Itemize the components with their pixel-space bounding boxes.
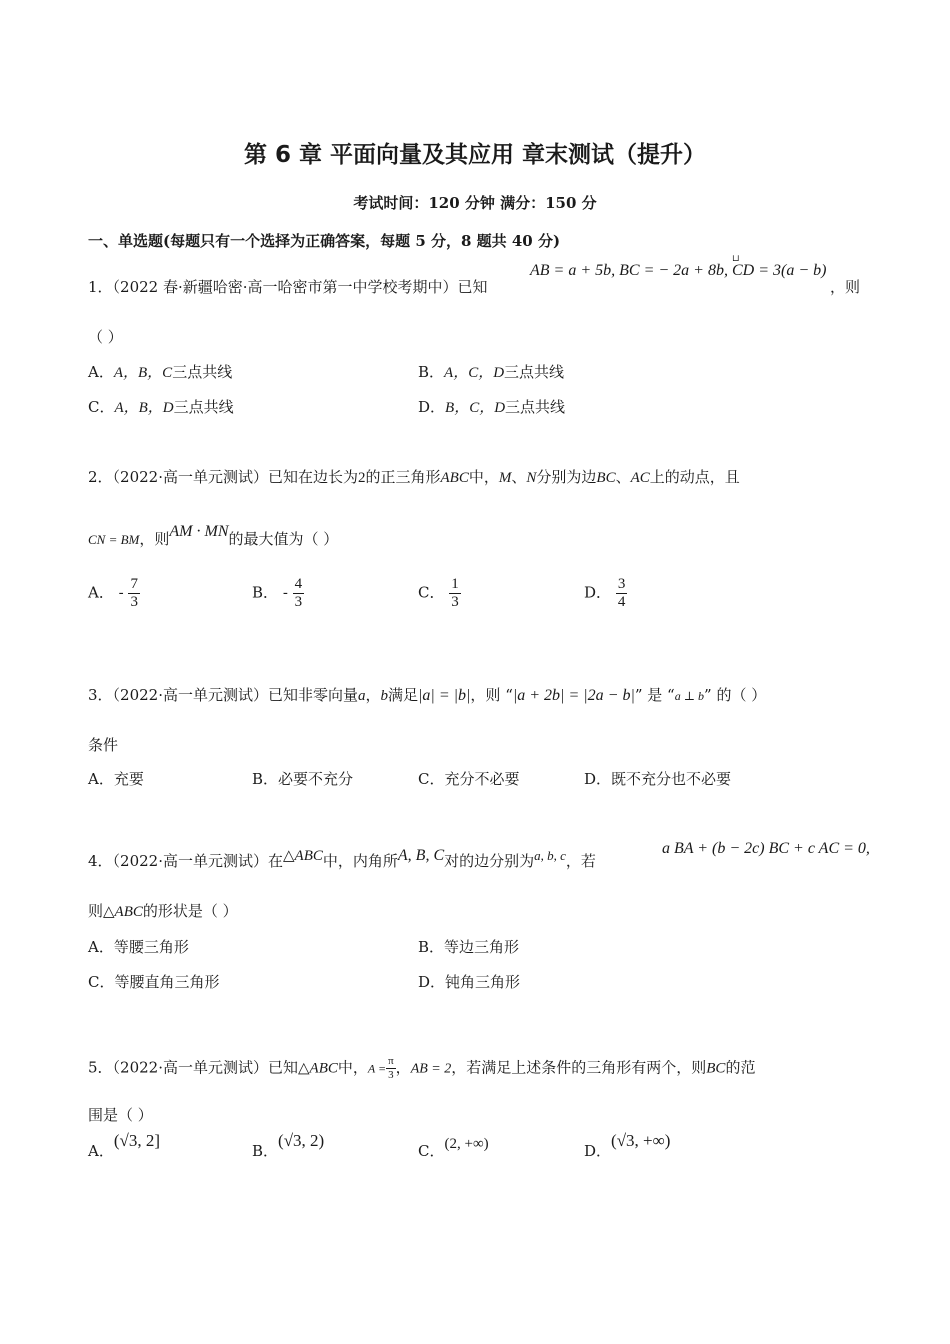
q4-option-c[interactable] bbox=[88, 971, 220, 992]
q4-option-d[interactable] bbox=[418, 971, 520, 992]
q2-text: 中， bbox=[468, 468, 499, 486]
q2-side-ac: AC bbox=[630, 470, 650, 486]
option-text: 充要 bbox=[113, 770, 144, 788]
page-title: 第 6 章 平面向量及其应用 章末测试（提升） bbox=[243, 142, 707, 168]
q5-option-b[interactable] bbox=[252, 1131, 325, 1161]
option-label: B． bbox=[252, 770, 279, 788]
option-text: 等腰直角三角形 bbox=[114, 973, 220, 991]
option-sign: - bbox=[282, 583, 288, 602]
option-fraction bbox=[616, 576, 628, 611]
q3-condition: |a| = |b| bbox=[418, 687, 471, 704]
q3-option-a[interactable] bbox=[88, 768, 144, 789]
q5-text: 的范 bbox=[725, 1058, 756, 1077]
option-label: C． bbox=[418, 1142, 445, 1160]
q2-option-d[interactable] bbox=[584, 576, 627, 611]
option-label: B． bbox=[252, 583, 279, 602]
q3-text: 3．（2022·高一单元测试）已知非零向量 bbox=[88, 686, 358, 704]
q3-text: ” 是 “ bbox=[634, 686, 675, 704]
denominator: 3 bbox=[451, 594, 459, 610]
q1-answer-paren: （ ） bbox=[88, 328, 123, 346]
option-fraction bbox=[128, 576, 140, 611]
q4-triangle: △ABC bbox=[283, 848, 323, 864]
q4-text: 4．（2022·高一单元测试）在 bbox=[88, 852, 283, 870]
q3-text: 满足 bbox=[388, 686, 419, 704]
option-label: C． bbox=[418, 770, 445, 788]
option-text: 等边三角形 bbox=[444, 938, 520, 956]
option-text: 三点共线 bbox=[505, 398, 566, 416]
option-text: 充分不必要 bbox=[444, 770, 520, 788]
q3-text: ，则 “ bbox=[470, 686, 513, 704]
option-interval: (2, +∞) bbox=[444, 1136, 489, 1152]
q2-option-c[interactable] bbox=[418, 576, 461, 611]
q5-option-d[interactable] bbox=[584, 1131, 671, 1161]
q4-angles: A, B, C bbox=[397, 847, 445, 864]
q2-side-bc: BC bbox=[596, 470, 616, 486]
option-points: A，B，D bbox=[114, 400, 174, 416]
section-heading: 一、单选题(每题只有一个选择为正确答案，每题 5 分，8 题共 40 分) bbox=[88, 232, 561, 250]
option-fraction bbox=[449, 576, 461, 611]
q3-option-c[interactable] bbox=[418, 768, 520, 789]
q1-vector-conditions: AB = a + 5b, BC = − 2a + 8b, CD = 3(a − b) bbox=[530, 262, 827, 279]
q4-option-b[interactable] bbox=[418, 936, 519, 957]
q2-text: 分别为边 bbox=[536, 468, 597, 486]
numerator: 1 bbox=[451, 576, 459, 592]
q4-text: 则 bbox=[88, 902, 104, 920]
denominator: 3 bbox=[130, 594, 138, 610]
q4-text: ，若 bbox=[565, 852, 596, 870]
q2-stem-line2 bbox=[88, 523, 339, 549]
q1-option-d[interactable] bbox=[418, 396, 565, 417]
option-text: 三点共线 bbox=[173, 398, 234, 416]
q2-text: 上的动点，且 bbox=[649, 468, 740, 486]
option-interval: (√3, +∞) bbox=[611, 1131, 671, 1150]
option-label: D． bbox=[418, 398, 446, 416]
q1-stem-end: ，则 bbox=[830, 278, 861, 296]
option-text: 三点共线 bbox=[172, 363, 233, 381]
q2-separator: 、 bbox=[511, 468, 527, 486]
q5-stem-line2: 围是（ ） bbox=[88, 1106, 153, 1124]
option-text: 必要不充分 bbox=[278, 770, 354, 788]
option-points: B，C，D bbox=[445, 400, 506, 416]
numerator: 7 bbox=[130, 576, 138, 592]
q4-option-a[interactable] bbox=[88, 936, 189, 957]
q5-option-c[interactable] bbox=[418, 1136, 489, 1161]
q1-option-a[interactable] bbox=[88, 361, 232, 382]
q4-text: 对的边分别为 bbox=[444, 852, 535, 870]
q5-side-bc: BC bbox=[706, 1060, 726, 1077]
option-text: 三点共线 bbox=[504, 363, 565, 381]
numerator: 3 bbox=[617, 576, 626, 592]
q2-triangle: ABC bbox=[440, 470, 469, 486]
q3-text: ” 的（ ） bbox=[704, 686, 767, 704]
q1-stem: 1．（2022 春·新疆哈密·高一哈密市第一中学校考期中）已知 bbox=[88, 278, 488, 296]
q2-text: 的正三角形 bbox=[365, 468, 441, 486]
q5-side-ab: AB = 2 bbox=[410, 1061, 452, 1077]
option-text: 钝角三角形 bbox=[445, 973, 521, 991]
q4-stem-line1 bbox=[88, 847, 596, 871]
exam-info: 考试时间：120 分钟 满分：150 分 bbox=[353, 194, 597, 212]
q5-option-a[interactable] bbox=[88, 1131, 160, 1161]
option-label: A． bbox=[88, 770, 114, 788]
numerator: π bbox=[388, 1055, 394, 1067]
q5-angle-fraction bbox=[386, 1055, 396, 1082]
option-points: A，B，C bbox=[113, 365, 173, 381]
q4-sides: a, b, c bbox=[534, 848, 566, 863]
q3-vector-a: a bbox=[358, 688, 366, 704]
option-text: 等腰三角形 bbox=[113, 938, 189, 956]
denominator: 3 bbox=[294, 594, 303, 610]
q2-text: ，则 bbox=[139, 530, 170, 548]
q5-triangle: △ABC bbox=[298, 1060, 338, 1077]
option-text: 既不充分也不必要 bbox=[611, 770, 732, 788]
option-sign: - bbox=[118, 583, 124, 602]
q2-option-b[interactable] bbox=[252, 576, 304, 611]
option-label: D． bbox=[418, 973, 446, 991]
q5-stem-line1 bbox=[88, 1055, 755, 1082]
option-label: B． bbox=[418, 363, 445, 381]
q3-option-b[interactable] bbox=[252, 768, 353, 789]
q3-vector-b: b bbox=[380, 688, 389, 704]
option-label: A． bbox=[88, 938, 114, 956]
option-interval: (√3, 2) bbox=[278, 1131, 325, 1150]
q2-point-m: M bbox=[498, 470, 512, 486]
q4-vector-equation: a BA + (b − 2c) BC + c AC = 0, bbox=[662, 840, 870, 857]
denominator: 3 bbox=[388, 1069, 394, 1081]
q1-option-b[interactable] bbox=[418, 361, 564, 382]
q5-angle-lhs: A = bbox=[367, 1061, 387, 1076]
option-label: C． bbox=[418, 583, 445, 602]
q5-text: ，若满足上述条件的三角形有两个，则 bbox=[451, 1058, 707, 1077]
option-label: D． bbox=[584, 583, 612, 602]
option-label: A． bbox=[88, 1142, 114, 1160]
q2-stem-line1 bbox=[88, 466, 740, 487]
q1-option-c[interactable] bbox=[88, 396, 234, 417]
q3-option-d[interactable] bbox=[584, 768, 731, 789]
numerator: 4 bbox=[294, 576, 303, 592]
q2-option-a[interactable] bbox=[88, 576, 140, 611]
q2-condition: CN = BM bbox=[88, 532, 140, 547]
q3-expression: |a + 2b| = |2a − b| bbox=[512, 687, 635, 704]
q3-comma: ， bbox=[365, 686, 381, 704]
option-label: C． bbox=[88, 973, 115, 991]
option-label: C． bbox=[88, 398, 115, 416]
q5-text: 5．（2022·高一单元测试）已知 bbox=[88, 1058, 298, 1077]
option-fraction bbox=[293, 576, 305, 611]
option-label: B． bbox=[418, 938, 445, 956]
q2-separator: 、 bbox=[615, 468, 631, 486]
q2-dot-product: AM · MN bbox=[169, 523, 229, 540]
q4-stem-line2 bbox=[88, 900, 238, 921]
option-label: A． bbox=[88, 363, 114, 381]
q5-text: 中， bbox=[337, 1058, 368, 1077]
option-points: A，C，D bbox=[444, 365, 505, 381]
option-label: D． bbox=[584, 770, 612, 788]
option-label: A． bbox=[88, 583, 114, 602]
q4-triangle: △ABC bbox=[103, 904, 143, 920]
q1-vector-mark: ⊔ bbox=[732, 254, 740, 264]
option-label: D． bbox=[584, 1142, 612, 1160]
q2-point-n: N bbox=[526, 470, 537, 486]
denominator: 4 bbox=[617, 594, 626, 610]
q2-text: 的最大值为（ ） bbox=[228, 530, 339, 548]
q2-side-length: 2 bbox=[358, 470, 366, 486]
q2-text: 2．（2022·高一单元测试）已知在边长为 bbox=[88, 468, 358, 486]
q5-comma: ， bbox=[395, 1058, 411, 1077]
q3-stem-line2: 条件 bbox=[88, 736, 119, 754]
option-label: B． bbox=[252, 1142, 279, 1160]
q3-stem-line1 bbox=[88, 684, 766, 705]
q4-text: 的形状是（ ） bbox=[142, 902, 238, 920]
option-interval: (√3, 2] bbox=[113, 1131, 160, 1150]
q3-perpendicular: a ⊥ b bbox=[674, 689, 705, 703]
q4-text: 中，内角所 bbox=[322, 852, 398, 870]
